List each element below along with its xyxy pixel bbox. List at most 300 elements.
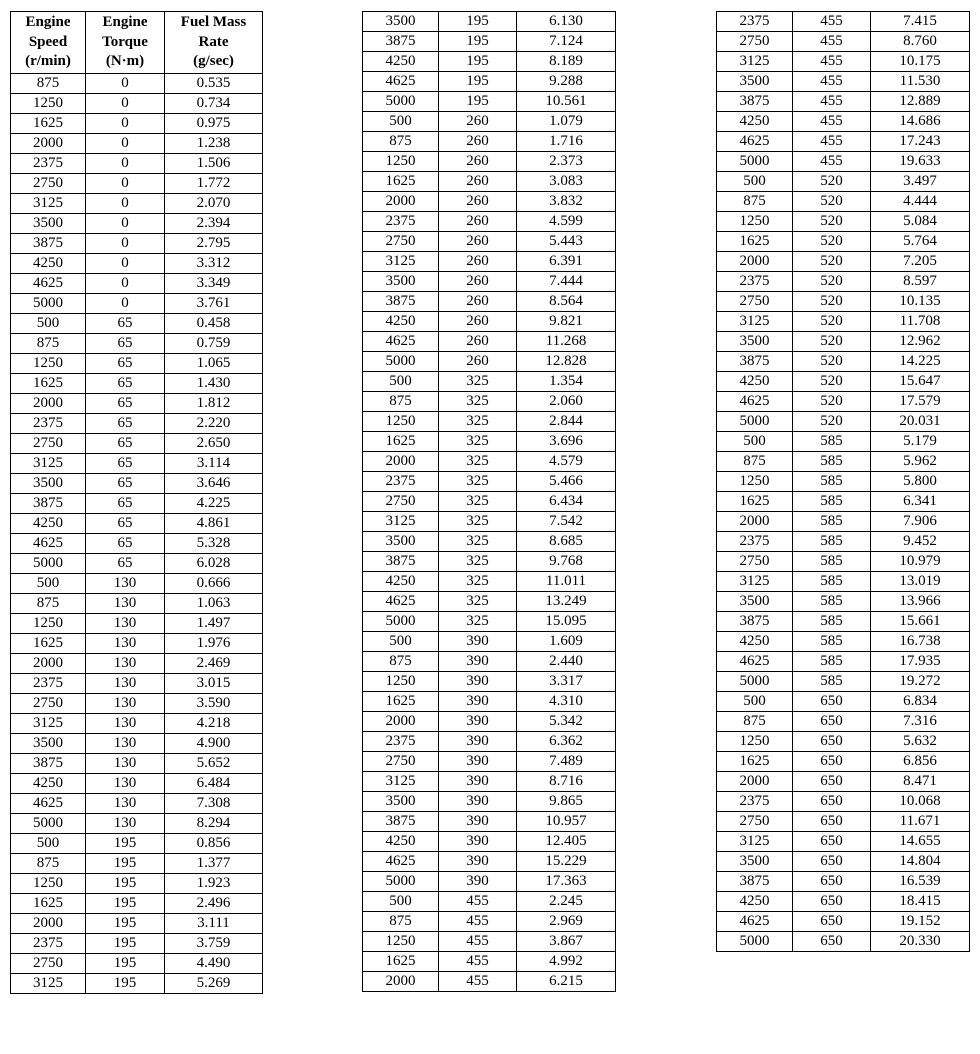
table-row	[363, 252, 616, 272]
cell-engine-torque: 390	[439, 712, 517, 732]
table-row	[363, 372, 616, 392]
cell-engine-speed: 2750	[717, 812, 793, 832]
cell-engine-torque: 65	[86, 454, 165, 474]
table-row	[11, 894, 263, 914]
table-row	[717, 272, 970, 292]
cell-engine-speed: 2750	[717, 32, 793, 52]
cell-engine-torque: 195	[439, 52, 517, 72]
cell-engine-speed: 1625	[717, 752, 793, 772]
table-row	[11, 294, 263, 314]
cell-engine-torque: 195	[86, 854, 165, 874]
table-row	[363, 652, 616, 672]
cell-fuel-mass-rate: 3.867	[517, 932, 616, 952]
cell-engine-torque: 65	[86, 394, 165, 414]
cell-engine-torque: 390	[439, 632, 517, 652]
cell-engine-torque: 520	[793, 412, 871, 432]
table-row	[717, 652, 970, 672]
cell-engine-torque: 195	[86, 974, 165, 994]
table-row	[11, 974, 263, 994]
cell-engine-torque: 650	[793, 712, 871, 732]
cell-engine-speed: 500	[363, 892, 439, 912]
table-row	[717, 732, 970, 752]
table-row	[11, 934, 263, 954]
cell-fuel-mass-rate: 9.768	[517, 552, 616, 572]
cell-engine-speed: 2375	[11, 154, 86, 174]
cell-fuel-mass-rate: 3.114	[165, 454, 263, 474]
cell-fuel-mass-rate: 1.430	[165, 374, 263, 394]
table-row	[363, 712, 616, 732]
table-row	[717, 352, 970, 372]
table-row	[11, 694, 263, 714]
cell-engine-torque: 65	[86, 374, 165, 394]
cell-engine-torque: 0	[86, 174, 165, 194]
cell-engine-speed: 4250	[717, 632, 793, 652]
cell-engine-speed: 2000	[363, 972, 439, 992]
cell-fuel-mass-rate: 12.962	[871, 332, 970, 352]
cell-engine-torque: 455	[793, 112, 871, 132]
cell-fuel-mass-rate: 1.772	[165, 174, 263, 194]
cell-engine-speed: 500	[717, 432, 793, 452]
cell-engine-torque: 130	[86, 774, 165, 794]
cell-fuel-mass-rate: 7.444	[517, 272, 616, 292]
cell-engine-torque: 585	[793, 652, 871, 672]
cell-fuel-mass-rate: 4.992	[517, 952, 616, 972]
cell-engine-torque: 325	[439, 472, 517, 492]
cell-engine-speed: 4625	[11, 274, 86, 294]
cell-engine-torque: 455	[793, 72, 871, 92]
cell-engine-speed: 4625	[363, 332, 439, 352]
cell-engine-speed: 1250	[11, 874, 86, 894]
cell-engine-speed: 5000	[363, 612, 439, 632]
table-row	[717, 12, 970, 32]
cell-engine-torque: 130	[86, 794, 165, 814]
fuel-rate-table-part-1	[10, 11, 263, 994]
header-line: Rate	[198, 33, 229, 50]
cell-engine-torque: 520	[793, 292, 871, 312]
cell-engine-speed: 500	[363, 632, 439, 652]
cell-engine-torque: 260	[439, 132, 517, 152]
cell-fuel-mass-rate: 19.152	[871, 912, 970, 932]
cell-engine-speed: 3500	[11, 474, 86, 494]
cell-engine-speed: 4625	[717, 912, 793, 932]
cell-engine-speed: 2000	[363, 452, 439, 472]
cell-engine-torque: 390	[439, 692, 517, 712]
cell-engine-speed: 5000	[717, 672, 793, 692]
cell-engine-speed: 3125	[717, 52, 793, 72]
cell-fuel-mass-rate: 11.530	[871, 72, 970, 92]
cell-engine-speed: 3125	[363, 512, 439, 532]
cell-engine-speed: 3500	[11, 214, 86, 234]
cell-engine-speed: 2375	[363, 212, 439, 232]
cell-engine-torque: 195	[439, 32, 517, 52]
cell-fuel-mass-rate: 6.484	[165, 774, 263, 794]
cell-engine-torque: 260	[439, 252, 517, 272]
cell-fuel-mass-rate: 10.068	[871, 792, 970, 812]
cell-engine-torque: 520	[793, 312, 871, 332]
cell-engine-torque: 520	[793, 372, 871, 392]
header-engine-torque	[86, 12, 165, 74]
cell-engine-speed: 1625	[363, 172, 439, 192]
cell-engine-speed: 1625	[363, 432, 439, 452]
cell-engine-speed: 2750	[11, 174, 86, 194]
cell-engine-torque: 260	[439, 152, 517, 172]
cell-fuel-mass-rate: 1.609	[517, 632, 616, 652]
table-row	[11, 734, 263, 754]
table-row	[363, 52, 616, 72]
cell-engine-speed: 875	[363, 132, 439, 152]
cell-engine-torque: 325	[439, 512, 517, 532]
cell-engine-speed: 875	[363, 392, 439, 412]
cell-engine-speed: 5000	[11, 294, 86, 314]
table-row	[363, 32, 616, 52]
cell-engine-torque: 130	[86, 694, 165, 714]
cell-fuel-mass-rate: 7.542	[517, 512, 616, 532]
table-row	[11, 74, 263, 94]
cell-engine-torque: 520	[793, 212, 871, 232]
cell-engine-torque: 195	[86, 834, 165, 854]
cell-fuel-mass-rate: 2.070	[165, 194, 263, 214]
cell-engine-torque: 390	[439, 772, 517, 792]
cell-fuel-mass-rate: 8.760	[871, 32, 970, 52]
cell-engine-speed: 3875	[717, 612, 793, 632]
table-row	[717, 532, 970, 552]
cell-engine-speed: 2375	[717, 272, 793, 292]
cell-engine-torque: 585	[793, 452, 871, 472]
header-line: Engine	[25, 14, 71, 31]
cell-engine-speed: 875	[717, 712, 793, 732]
cell-fuel-mass-rate: 12.405	[517, 832, 616, 852]
table-body	[11, 74, 263, 994]
cell-fuel-mass-rate: 17.935	[871, 652, 970, 672]
table-row	[363, 952, 616, 972]
cell-fuel-mass-rate: 14.804	[871, 852, 970, 872]
cell-fuel-mass-rate: 5.962	[871, 452, 970, 472]
cell-fuel-mass-rate: 17.579	[871, 392, 970, 412]
cell-fuel-mass-rate: 1.506	[165, 154, 263, 174]
cell-engine-speed: 1250	[717, 212, 793, 232]
cell-engine-torque: 520	[793, 392, 871, 412]
cell-engine-speed: 3125	[11, 974, 86, 994]
cell-fuel-mass-rate: 4.218	[165, 714, 263, 734]
cell-fuel-mass-rate: 10.561	[517, 92, 616, 112]
cell-fuel-mass-rate: 15.661	[871, 612, 970, 632]
cell-engine-torque: 130	[86, 654, 165, 674]
table-row	[11, 134, 263, 154]
cell-fuel-mass-rate: 19.633	[871, 152, 970, 172]
cell-fuel-mass-rate: 5.466	[517, 472, 616, 492]
cell-engine-speed: 1250	[11, 354, 86, 374]
cell-fuel-mass-rate: 16.539	[871, 872, 970, 892]
cell-fuel-mass-rate: 9.288	[517, 72, 616, 92]
cell-fuel-mass-rate: 4.579	[517, 452, 616, 472]
table-row	[11, 874, 263, 894]
cell-fuel-mass-rate: 4.444	[871, 192, 970, 212]
cell-fuel-mass-rate: 3.312	[165, 254, 263, 274]
cell-engine-speed: 4250	[717, 112, 793, 132]
table-row	[11, 614, 263, 634]
cell-engine-speed: 2750	[363, 232, 439, 252]
cell-fuel-mass-rate: 8.564	[517, 292, 616, 312]
cell-engine-torque: 390	[439, 752, 517, 772]
cell-engine-torque: 585	[793, 632, 871, 652]
table-row	[363, 392, 616, 412]
cell-fuel-mass-rate: 8.716	[517, 772, 616, 792]
cell-engine-torque: 130	[86, 754, 165, 774]
cell-engine-speed: 875	[11, 854, 86, 874]
table-row	[11, 254, 263, 274]
cell-fuel-mass-rate: 9.821	[517, 312, 616, 332]
table-row	[11, 914, 263, 934]
cell-fuel-mass-rate: 3.590	[165, 694, 263, 714]
cell-fuel-mass-rate: 7.489	[517, 752, 616, 772]
cell-engine-speed: 2000	[11, 914, 86, 934]
table-row	[11, 634, 263, 654]
cell-engine-torque: 325	[439, 432, 517, 452]
cell-fuel-mass-rate: 17.363	[517, 872, 616, 892]
cell-engine-speed: 3125	[717, 572, 793, 592]
cell-engine-torque: 195	[439, 72, 517, 92]
cell-fuel-mass-rate: 1.238	[165, 134, 263, 154]
cell-fuel-mass-rate: 7.308	[165, 794, 263, 814]
cell-engine-torque: 0	[86, 254, 165, 274]
cell-engine-torque: 260	[439, 212, 517, 232]
header-fuel-mass-rate	[165, 12, 263, 74]
cell-fuel-mass-rate: 5.632	[871, 732, 970, 752]
cell-engine-speed: 4250	[11, 254, 86, 274]
cell-engine-torque: 585	[793, 572, 871, 592]
cell-engine-torque: 390	[439, 792, 517, 812]
cell-fuel-mass-rate: 18.415	[871, 892, 970, 912]
table-row	[11, 714, 263, 734]
cell-engine-speed: 500	[11, 574, 86, 594]
cell-fuel-mass-rate: 1.354	[517, 372, 616, 392]
cell-engine-speed: 500	[363, 112, 439, 132]
cell-engine-torque: 455	[793, 132, 871, 152]
cell-fuel-mass-rate: 0.666	[165, 574, 263, 594]
header-row	[11, 12, 263, 74]
table-row	[717, 692, 970, 712]
cell-engine-torque: 260	[439, 312, 517, 332]
fuel-rate-table-part-3	[716, 11, 970, 952]
table-row	[717, 372, 970, 392]
header-line: (N·m)	[105, 53, 145, 70]
cell-engine-speed: 1625	[11, 634, 86, 654]
cell-fuel-mass-rate: 6.341	[871, 492, 970, 512]
table-row	[717, 292, 970, 312]
table-row	[717, 192, 970, 212]
cell-engine-torque: 325	[439, 372, 517, 392]
cell-engine-speed: 2375	[717, 532, 793, 552]
table-row	[11, 394, 263, 414]
cell-engine-torque: 130	[86, 574, 165, 594]
cell-fuel-mass-rate: 3.083	[517, 172, 616, 192]
cell-engine-torque: 520	[793, 172, 871, 192]
cell-engine-speed: 2750	[363, 492, 439, 512]
table-row	[11, 354, 263, 374]
cell-engine-torque: 390	[439, 812, 517, 832]
cell-fuel-mass-rate: 15.647	[871, 372, 970, 392]
table-row	[717, 172, 970, 192]
cell-fuel-mass-rate: 6.362	[517, 732, 616, 752]
cell-engine-speed: 4250	[11, 774, 86, 794]
cell-engine-speed: 875	[11, 594, 86, 614]
cell-fuel-mass-rate: 5.652	[165, 754, 263, 774]
cell-fuel-mass-rate: 2.394	[165, 214, 263, 234]
table-row	[363, 12, 616, 32]
cell-engine-speed: 500	[717, 172, 793, 192]
cell-engine-torque: 0	[86, 74, 165, 94]
cell-fuel-mass-rate: 3.015	[165, 674, 263, 694]
cell-engine-speed: 875	[363, 652, 439, 672]
cell-engine-torque: 520	[793, 352, 871, 372]
table-row	[717, 552, 970, 572]
cell-engine-torque: 130	[86, 674, 165, 694]
cell-fuel-mass-rate: 2.496	[165, 894, 263, 914]
cell-engine-speed: 2750	[11, 694, 86, 714]
cell-fuel-mass-rate: 5.328	[165, 534, 263, 554]
cell-engine-speed: 5000	[11, 554, 86, 574]
cell-fuel-mass-rate: 8.685	[517, 532, 616, 552]
cell-engine-speed: 3500	[11, 734, 86, 754]
cell-engine-speed: 3500	[717, 72, 793, 92]
cell-fuel-mass-rate: 7.316	[871, 712, 970, 732]
cell-engine-torque: 585	[793, 472, 871, 492]
cell-engine-torque: 130	[86, 714, 165, 734]
table-row	[11, 454, 263, 474]
cell-engine-torque: 650	[793, 772, 871, 792]
cell-fuel-mass-rate: 1.976	[165, 634, 263, 654]
table-row	[717, 492, 970, 512]
cell-engine-torque: 390	[439, 872, 517, 892]
cell-fuel-mass-rate: 9.865	[517, 792, 616, 812]
cell-fuel-mass-rate: 3.759	[165, 934, 263, 954]
cell-engine-torque: 390	[439, 852, 517, 872]
cell-engine-speed: 3875	[363, 812, 439, 832]
cell-engine-torque: 520	[793, 272, 871, 292]
cell-engine-speed: 1625	[11, 374, 86, 394]
cell-engine-speed: 3875	[717, 352, 793, 372]
table-row	[363, 552, 616, 572]
table-row	[11, 554, 263, 574]
fuel-rate-table-part-2	[362, 11, 616, 992]
cell-engine-speed: 1250	[363, 412, 439, 432]
cell-engine-torque: 260	[439, 332, 517, 352]
table-row	[11, 954, 263, 974]
cell-engine-torque: 260	[439, 112, 517, 132]
cell-engine-torque: 390	[439, 672, 517, 692]
cell-fuel-mass-rate: 4.310	[517, 692, 616, 712]
cell-engine-speed: 500	[11, 314, 86, 334]
cell-engine-torque: 455	[439, 972, 517, 992]
cell-engine-torque: 65	[86, 514, 165, 534]
table-row	[363, 932, 616, 952]
cell-engine-speed: 4625	[11, 794, 86, 814]
cell-fuel-mass-rate: 4.900	[165, 734, 263, 754]
cell-engine-torque: 650	[793, 912, 871, 932]
table-row	[717, 332, 970, 352]
table-row	[363, 72, 616, 92]
cell-fuel-mass-rate: 1.079	[517, 112, 616, 132]
cell-engine-torque: 325	[439, 452, 517, 472]
cell-engine-speed: 1625	[717, 492, 793, 512]
cell-engine-torque: 260	[439, 232, 517, 252]
table-row	[363, 592, 616, 612]
cell-engine-speed: 4250	[11, 514, 86, 534]
table-row	[717, 32, 970, 52]
cell-engine-speed: 875	[11, 334, 86, 354]
cell-engine-torque: 520	[793, 192, 871, 212]
table-row	[11, 514, 263, 534]
table-row	[717, 92, 970, 112]
cell-engine-torque: 325	[439, 492, 517, 512]
table-row	[363, 112, 616, 132]
cell-engine-speed: 3125	[363, 772, 439, 792]
table-row	[363, 492, 616, 512]
cell-engine-torque: 195	[86, 934, 165, 954]
table-row	[11, 214, 263, 234]
cell-fuel-mass-rate: 13.019	[871, 572, 970, 592]
cell-engine-speed: 4625	[363, 72, 439, 92]
cell-engine-speed: 2750	[717, 552, 793, 572]
cell-fuel-mass-rate: 3.761	[165, 294, 263, 314]
table-row	[717, 52, 970, 72]
table-row	[717, 312, 970, 332]
table-row	[363, 772, 616, 792]
cell-engine-speed: 3500	[363, 12, 439, 32]
cell-fuel-mass-rate: 3.349	[165, 274, 263, 294]
table-row	[11, 814, 263, 834]
cell-engine-speed: 3125	[717, 312, 793, 332]
cell-engine-speed: 5000	[363, 92, 439, 112]
cell-engine-torque: 65	[86, 334, 165, 354]
table-row	[717, 152, 970, 172]
cell-engine-speed: 1250	[717, 732, 793, 752]
cell-engine-torque: 455	[793, 32, 871, 52]
table-row	[363, 232, 616, 252]
table-row	[11, 834, 263, 854]
table-row	[11, 194, 263, 214]
cell-engine-torque: 455	[439, 912, 517, 932]
cell-fuel-mass-rate: 0.856	[165, 834, 263, 854]
cell-engine-speed: 3500	[363, 272, 439, 292]
table-row	[363, 152, 616, 172]
cell-engine-speed: 3875	[363, 552, 439, 572]
cell-engine-torque: 585	[793, 492, 871, 512]
table-body	[363, 12, 616, 992]
cell-engine-torque: 585	[793, 532, 871, 552]
cell-engine-speed: 4625	[11, 534, 86, 554]
cell-engine-speed: 4250	[717, 892, 793, 912]
cell-engine-torque: 585	[793, 432, 871, 452]
cell-engine-speed: 3875	[11, 234, 86, 254]
cell-fuel-mass-rate: 1.497	[165, 614, 263, 634]
cell-engine-speed: 3125	[11, 454, 86, 474]
cell-engine-speed: 5000	[363, 352, 439, 372]
table-row	[717, 752, 970, 772]
cell-engine-torque: 325	[439, 532, 517, 552]
table-row	[11, 334, 263, 354]
cell-fuel-mass-rate: 3.317	[517, 672, 616, 692]
cell-fuel-mass-rate: 0.535	[165, 74, 263, 94]
table-row	[11, 174, 263, 194]
table-row	[11, 494, 263, 514]
table-row	[11, 114, 263, 134]
cell-engine-torque: 325	[439, 392, 517, 412]
cell-engine-torque: 520	[793, 332, 871, 352]
table-row	[363, 872, 616, 892]
cell-fuel-mass-rate: 3.497	[871, 172, 970, 192]
table-row	[363, 312, 616, 332]
